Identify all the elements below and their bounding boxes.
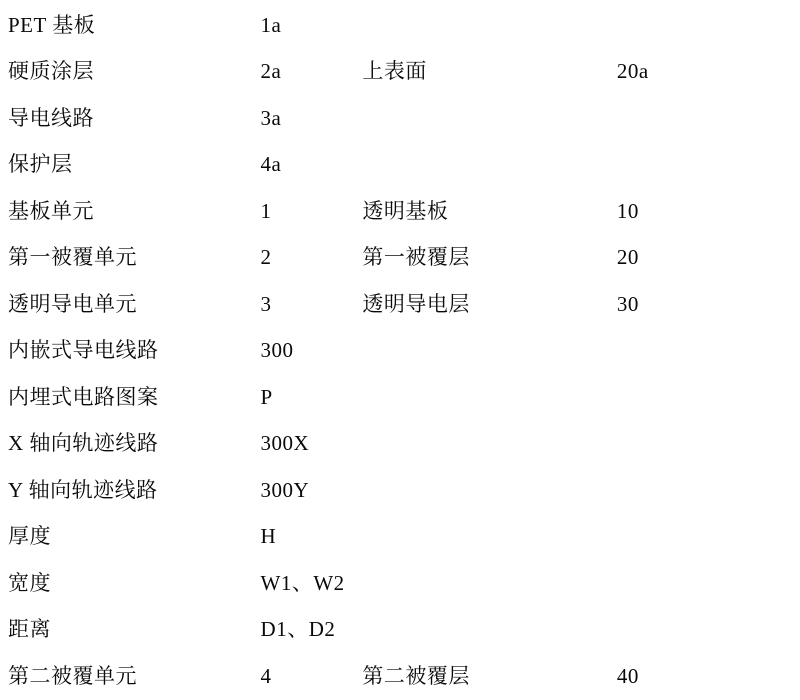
secondary-term-label: 透明基板 <box>362 198 449 223</box>
secondary-term-code: 20a <box>616 59 649 84</box>
secondary-term-label <box>362 142 617 189</box>
table-row <box>6 607 776 654</box>
term-label: 内埋式电路图案 <box>8 384 159 409</box>
secondary-term-code: 30 <box>616 291 639 316</box>
secondary-term-label: 上表面 <box>362 59 427 84</box>
term-code: 300X <box>260 431 310 456</box>
table-row <box>6 653 776 700</box>
secondary-term-label: 第二被覆层 <box>362 663 470 688</box>
secondary-term-label <box>362 2 617 49</box>
document-page <box>0 2 800 688</box>
secondary-term-code: 20 <box>616 245 639 270</box>
reference-numeral-table <box>6 2 776 700</box>
term-code: 4 <box>260 663 272 688</box>
secondary-term-label <box>362 514 617 561</box>
term-code: D1、D2 <box>260 617 336 642</box>
term-code: 2a <box>260 59 282 84</box>
secondary-term-code <box>617 142 776 189</box>
table-row <box>6 328 776 375</box>
term-code: 300Y <box>260 477 310 502</box>
term-code: 1a <box>260 12 282 37</box>
term-label: 透明导电单元 <box>8 291 137 316</box>
table-body <box>6 2 776 700</box>
secondary-term-label <box>362 374 617 421</box>
table-row <box>6 142 776 189</box>
term-code: 3a <box>260 105 282 130</box>
secondary-term-code <box>617 2 776 49</box>
secondary-term-code <box>617 95 776 142</box>
term-label: 硬质涂层 <box>8 59 94 84</box>
secondary-term-code <box>617 421 776 468</box>
secondary-term-label: 透明导电层 <box>362 291 470 316</box>
table-row <box>6 421 776 468</box>
term-code: 300 <box>260 338 294 363</box>
term-code: P <box>260 384 273 409</box>
secondary-term-code <box>617 328 776 375</box>
term-code: 4a <box>260 152 282 177</box>
secondary-term-code: 10 <box>616 198 639 223</box>
secondary-term-code <box>617 467 776 514</box>
secondary-term-label <box>362 560 617 607</box>
secondary-term-label <box>362 328 617 375</box>
term-code: 2 <box>260 245 272 270</box>
secondary-term-code <box>617 374 776 421</box>
secondary-term-label: 第一被覆层 <box>362 245 470 270</box>
term-label: Y 轴向轨迹线路 <box>8 477 158 502</box>
term-code: 1 <box>260 198 272 223</box>
secondary-term-code: 40 <box>616 663 639 688</box>
table-row <box>6 95 776 142</box>
secondary-term-label <box>362 467 617 514</box>
table-row <box>6 560 776 607</box>
secondary-term-label <box>362 95 617 142</box>
term-label: PET 基板 <box>8 12 96 37</box>
term-label: 距离 <box>8 617 51 642</box>
term-label: 宽度 <box>8 570 51 595</box>
term-label: 导电线路 <box>8 105 94 130</box>
term-code: H <box>260 524 277 549</box>
term-code: 3 <box>260 291 272 316</box>
secondary-term-code <box>617 560 776 607</box>
table-row <box>6 2 776 49</box>
term-label: 第二被覆单元 <box>8 663 137 688</box>
table-row <box>6 467 776 514</box>
table-row <box>6 49 776 96</box>
term-label: 基板单元 <box>8 198 94 223</box>
term-label: 保护层 <box>8 152 73 177</box>
term-label: 第一被覆单元 <box>8 245 137 270</box>
table-row <box>6 281 776 328</box>
term-label: X 轴向轨迹线路 <box>8 431 159 456</box>
secondary-term-label <box>362 607 617 654</box>
table-row <box>6 188 776 235</box>
table-row <box>6 514 776 561</box>
term-label: 内嵌式导电线路 <box>8 338 159 363</box>
table-row <box>6 374 776 421</box>
secondary-term-code <box>617 514 776 561</box>
secondary-term-label <box>362 421 617 468</box>
secondary-term-code <box>617 607 776 654</box>
term-code: W1、W2 <box>260 570 345 595</box>
term-label: 厚度 <box>8 524 51 549</box>
table-row <box>6 235 776 282</box>
